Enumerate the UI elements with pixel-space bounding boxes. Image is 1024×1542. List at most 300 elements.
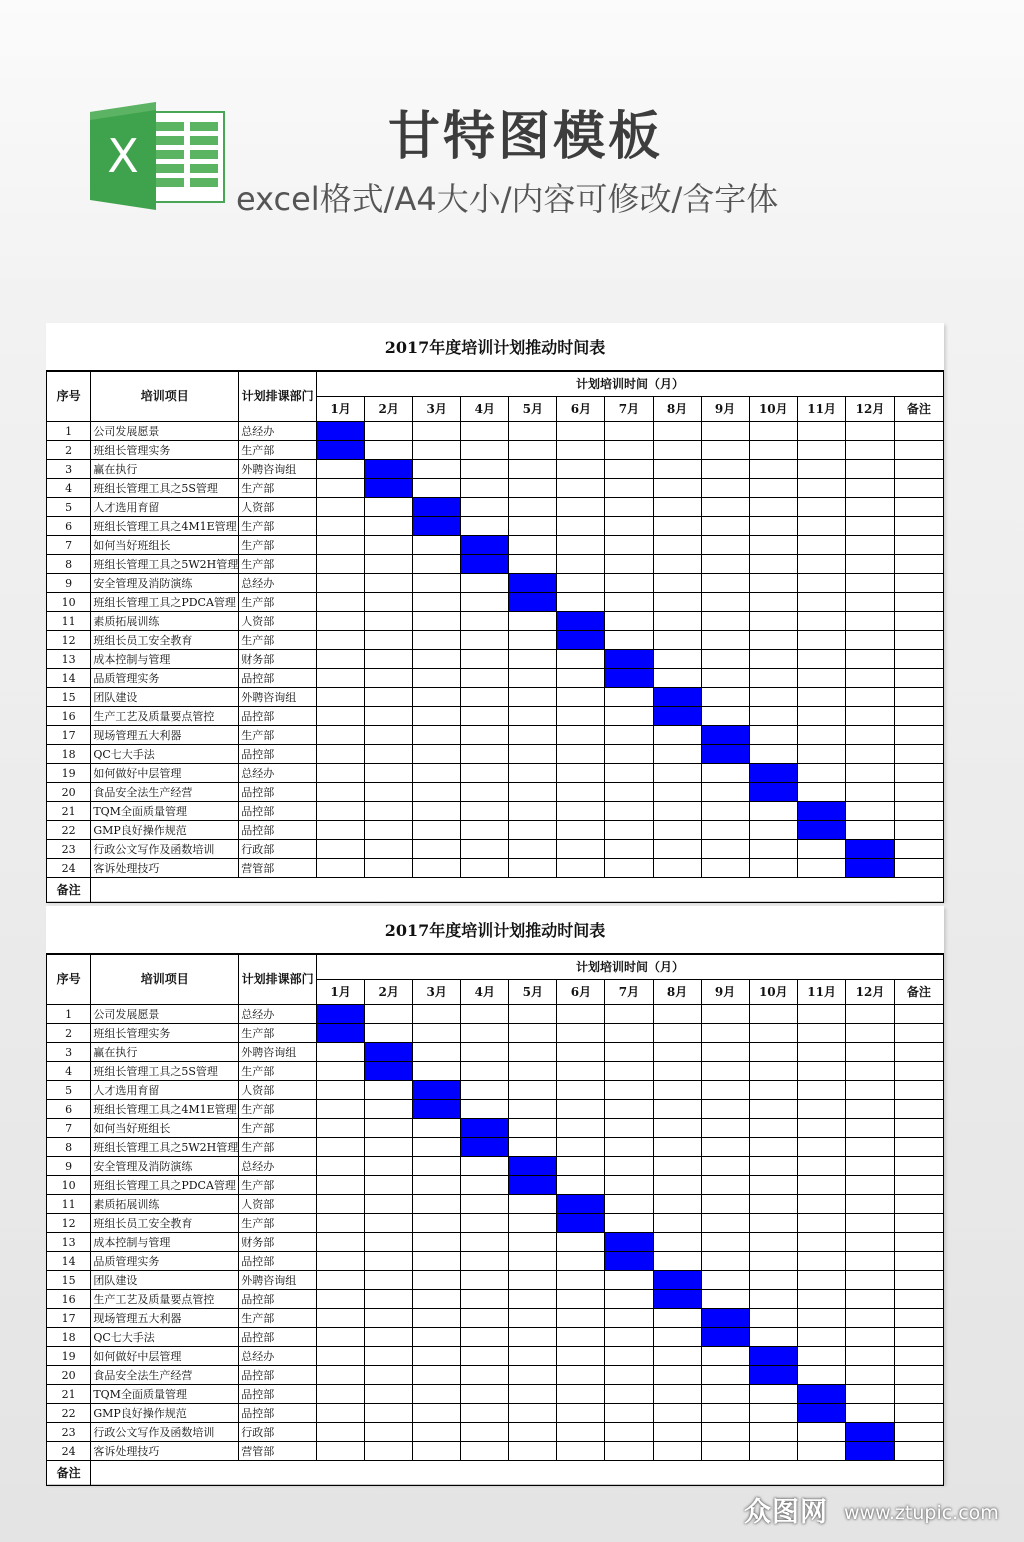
month-cell [509,859,557,878]
month-cell [461,612,509,631]
month-cell [461,1024,509,1043]
month-cell [365,802,413,821]
gantt-bar [701,745,749,764]
month-cell [461,1233,509,1252]
table-row [47,1214,944,1233]
month-cell [846,1043,894,1062]
month-cell [653,1043,701,1062]
month-cell [461,1157,509,1176]
month-cell [413,1366,461,1385]
footer-remarks-label: 备注 [47,1461,91,1486]
month-cell [605,1043,653,1062]
table-row [47,821,944,840]
gantt-bar [365,479,413,498]
row-item: 成本控制与管理 [91,1233,239,1252]
month-cell [509,517,557,536]
gantt-bar [653,707,701,726]
month-cell [461,1309,509,1328]
month-cell [846,1309,894,1328]
month-cell [846,612,894,631]
footer-remarks-cell [91,1461,944,1486]
remarks-cell [894,1176,943,1195]
month-cell [557,1328,605,1347]
month-cell [509,1214,557,1233]
month-cell [605,555,653,574]
month-cell [605,1214,653,1233]
remarks-cell [894,441,943,460]
month-cell [749,460,797,479]
footer-remarks-label: 备注 [47,878,91,903]
row-dept: 生产部 [239,1100,317,1119]
month-cell [317,1138,365,1157]
month-cell [509,650,557,669]
row-item: QC七大手法 [91,1328,239,1347]
month-cell [797,764,845,783]
row-item: 素质拓展训练 [91,1195,239,1214]
month-cell [846,1385,894,1404]
month-cell [557,650,605,669]
gantt-bar [653,688,701,707]
month-cell [365,1366,413,1385]
month-cell [749,1309,797,1328]
month-cell [509,1328,557,1347]
row-dept: 生产部 [239,479,317,498]
month-cell [653,1442,701,1461]
col-header-time-group: 计划培训时间（月） [317,955,944,980]
row-dept: 人资部 [239,1195,317,1214]
gantt-bar [413,498,461,517]
row-number: 13 [47,1233,91,1252]
row-item: 安全管理及消防演练 [91,574,239,593]
row-number: 15 [47,1271,91,1290]
month-cell [605,1119,653,1138]
month-cell [846,1195,894,1214]
month-cell [797,593,845,612]
month-header: 10月 [749,980,797,1005]
col-header-no: 序号 [47,955,91,1005]
month-cell [317,1271,365,1290]
gantt-bar [797,1404,845,1423]
month-cell [797,1347,845,1366]
month-cell [509,669,557,688]
month-cell [846,821,894,840]
month-cell [653,441,701,460]
row-number: 23 [47,840,91,859]
row-dept: 财务部 [239,650,317,669]
row-number: 10 [47,593,91,612]
remarks-cell [894,688,943,707]
month-cell [365,631,413,650]
month-cell [797,555,845,574]
month-cell [701,593,749,612]
table-row [47,1233,944,1252]
month-cell [365,1404,413,1423]
row-dept: 营管部 [239,1442,317,1461]
row-dept: 生产部 [239,1176,317,1195]
month-cell [413,1195,461,1214]
month-cell [797,859,845,878]
row-number: 21 [47,1385,91,1404]
table-row [47,479,944,498]
table-row [47,593,944,612]
month-cell [605,574,653,593]
month-cell [365,745,413,764]
col-header-item: 培训项目 [91,372,239,422]
month-cell [461,1366,509,1385]
row-item: 班组长管理工具之4M1E管理 [91,517,239,536]
month-cell [557,1290,605,1309]
remarks-cell [894,1290,943,1309]
row-item: 班组长管理工具之5S管理 [91,1062,239,1081]
month-cell [846,669,894,688]
month-cell [461,783,509,802]
month-cell [461,1347,509,1366]
remarks-cell [894,1442,943,1461]
month-cell [317,1119,365,1138]
month-header: 6月 [557,397,605,422]
month-cell [653,1024,701,1043]
month-cell [365,1119,413,1138]
row-item: 生产工艺及质量要点管控 [91,1290,239,1309]
month-cell [605,726,653,745]
month-cell [317,859,365,878]
row-dept: 生产部 [239,517,317,536]
table-row [47,1100,944,1119]
remarks-cell [894,517,943,536]
row-dept: 外聘咨询组 [239,1271,317,1290]
month-cell [317,1195,365,1214]
month-cell [797,1176,845,1195]
month-cell [557,441,605,460]
month-cell [557,536,605,555]
month-cell [461,840,509,859]
month-header: 9月 [701,980,749,1005]
gantt-bar [557,1195,605,1214]
month-cell [413,688,461,707]
month-cell [605,1195,653,1214]
row-number: 14 [47,669,91,688]
table-row [47,1423,944,1442]
table-row [47,441,944,460]
row-number: 1 [47,422,91,441]
month-cell [797,631,845,650]
month-cell [413,593,461,612]
table-row [47,498,944,517]
month-cell [653,1309,701,1328]
month-cell [653,669,701,688]
remarks-cell [894,555,943,574]
gantt-bar [749,783,797,802]
month-cell [797,498,845,517]
month-cell [365,1081,413,1100]
month-cell [701,1062,749,1081]
month-cell [749,1271,797,1290]
gantt-bar [509,1176,557,1195]
row-item: 班组长管理实务 [91,441,239,460]
month-cell [461,1100,509,1119]
month-cell [509,1043,557,1062]
month-cell [653,593,701,612]
row-item: 品质管理实务 [91,1252,239,1271]
table-row [47,707,944,726]
remarks-cell [894,669,943,688]
row-item: 人才选用育留 [91,1081,239,1100]
remarks-cell [894,821,943,840]
row-dept: 总经办 [239,422,317,441]
month-cell [461,707,509,726]
row-dept: 生产部 [239,1214,317,1233]
month-cell [365,764,413,783]
month-cell [605,517,653,536]
month-cell [701,498,749,517]
month-cell [317,650,365,669]
row-item: 如何当好班组长 [91,1119,239,1138]
remarks-cell [894,1347,943,1366]
month-cell [653,1081,701,1100]
gantt-bar [557,1214,605,1233]
month-cell [605,1442,653,1461]
row-dept: 品控部 [239,1252,317,1271]
month-cell [557,1252,605,1271]
month-cell [653,498,701,517]
month-cell [317,1423,365,1442]
row-item: 客诉处理技巧 [91,859,239,878]
month-cell [653,1119,701,1138]
month-cell [797,1119,845,1138]
month-cell [653,1195,701,1214]
month-cell [509,840,557,859]
month-cell [701,1404,749,1423]
month-cell [509,479,557,498]
month-cell [317,1100,365,1119]
row-number: 18 [47,1328,91,1347]
table-row [47,745,944,764]
month-cell [509,498,557,517]
month-cell [557,764,605,783]
month-cell [797,688,845,707]
col-header-dept: 计划排课部门 [239,955,317,1005]
month-cell [749,726,797,745]
month-cell [653,1214,701,1233]
remarks-cell [894,1081,943,1100]
table-row [47,631,944,650]
month-cell [653,536,701,555]
table-row [47,1309,944,1328]
month-cell [413,840,461,859]
month-cell [749,1214,797,1233]
gantt-table [46,371,944,903]
month-cell [365,1442,413,1461]
month-cell [797,422,845,441]
month-cell [605,536,653,555]
table-row [47,612,944,631]
month-cell [605,631,653,650]
month-cell [605,460,653,479]
table-row [47,422,944,441]
month-cell [749,1195,797,1214]
month-cell [557,1347,605,1366]
gantt-bar [365,1043,413,1062]
row-dept: 品控部 [239,783,317,802]
row-dept: 品控部 [239,1328,317,1347]
row-dept: 品控部 [239,1404,317,1423]
month-cell [701,783,749,802]
month-cell [797,1423,845,1442]
month-cell [701,764,749,783]
month-cell [461,745,509,764]
month-cell [846,1233,894,1252]
gantt-bar [749,1366,797,1385]
remarks-cell [894,802,943,821]
row-dept: 财务部 [239,1233,317,1252]
month-cell [413,1404,461,1423]
month-cell [413,1328,461,1347]
month-cell [317,1157,365,1176]
month-cell [461,859,509,878]
month-cell [461,479,509,498]
month-cell [317,1233,365,1252]
month-cell [317,1043,365,1062]
month-cell [846,593,894,612]
row-number: 3 [47,1043,91,1062]
row-item: 公司发展愿景 [91,422,239,441]
month-cell [461,1442,509,1461]
row-dept: 营管部 [239,859,317,878]
month-cell [846,1100,894,1119]
table-row [47,555,944,574]
month-cell [797,1138,845,1157]
row-dept: 生产部 [239,1119,317,1138]
row-dept: 人资部 [239,1081,317,1100]
row-item: 食品安全法生产经营 [91,783,239,802]
remarks-cell [894,1195,943,1214]
remarks-cell [894,1138,943,1157]
month-cell [413,1347,461,1366]
row-dept: 品控部 [239,821,317,840]
month-cell [557,479,605,498]
month-cell [797,536,845,555]
month-cell [797,1024,845,1043]
month-cell [413,669,461,688]
month-cell [365,1024,413,1043]
month-cell [317,574,365,593]
row-number: 5 [47,498,91,517]
row-dept: 品控部 [239,707,317,726]
month-cell [846,783,894,802]
month-cell [846,707,894,726]
table-row [47,1347,944,1366]
month-cell [557,1233,605,1252]
gantt-bar [749,764,797,783]
month-cell [749,821,797,840]
month-cell [557,1062,605,1081]
row-dept: 外聘咨询组 [239,688,317,707]
month-cell [605,1176,653,1195]
gantt-bar [461,555,509,574]
month-cell [701,707,749,726]
month-cell [605,1423,653,1442]
month-cell [653,574,701,593]
row-dept: 生产部 [239,536,317,555]
row-dept: 生产部 [239,1062,317,1081]
month-cell [846,1081,894,1100]
row-number: 7 [47,1119,91,1138]
table-row [47,783,944,802]
month-cell [557,783,605,802]
month-cell [701,555,749,574]
month-cell [749,1100,797,1119]
month-cell [749,1385,797,1404]
month-cell [653,1157,701,1176]
month-header: 3月 [413,980,461,1005]
month-cell [557,1385,605,1404]
month-cell [317,802,365,821]
month-cell [749,1176,797,1195]
row-number: 8 [47,555,91,574]
month-cell [365,707,413,726]
month-cell [701,650,749,669]
month-cell [557,1005,605,1024]
gantt-bar [846,859,894,878]
month-cell [701,422,749,441]
month-cell [701,859,749,878]
month-header: 12月 [846,397,894,422]
remarks-cell [894,840,943,859]
month-cell [413,1385,461,1404]
month-cell [749,1233,797,1252]
table-row [47,764,944,783]
month-cell [461,1043,509,1062]
month-cell [797,707,845,726]
remarks-cell [894,745,943,764]
month-cell [701,1423,749,1442]
table-row [47,1176,944,1195]
month-cell [413,1233,461,1252]
row-number: 2 [47,441,91,460]
month-cell [701,612,749,631]
month-cell [509,1442,557,1461]
table-row [47,650,944,669]
month-header: 2月 [365,397,413,422]
month-cell [557,1138,605,1157]
month-cell [749,840,797,859]
month-cell [365,1176,413,1195]
gantt-bar [846,1423,894,1442]
remarks-cell [894,422,943,441]
row-dept: 品控部 [239,1385,317,1404]
month-cell [317,612,365,631]
month-cell [846,441,894,460]
month-cell [701,1024,749,1043]
row-item: 现场管理五大利器 [91,1309,239,1328]
month-cell [365,783,413,802]
remarks-cell [894,1385,943,1404]
month-cell [413,1176,461,1195]
month-header: 3月 [413,397,461,422]
month-header: 11月 [797,980,845,1005]
month-cell [413,536,461,555]
month-cell [413,1309,461,1328]
row-number: 14 [47,1252,91,1271]
month-cell [605,498,653,517]
month-header: 1月 [317,397,365,422]
excel-logo-icon [90,102,226,210]
gantt-bar [749,1347,797,1366]
month-cell [797,1195,845,1214]
row-number: 10 [47,1176,91,1195]
month-cell [413,479,461,498]
month-cell [317,1385,365,1404]
